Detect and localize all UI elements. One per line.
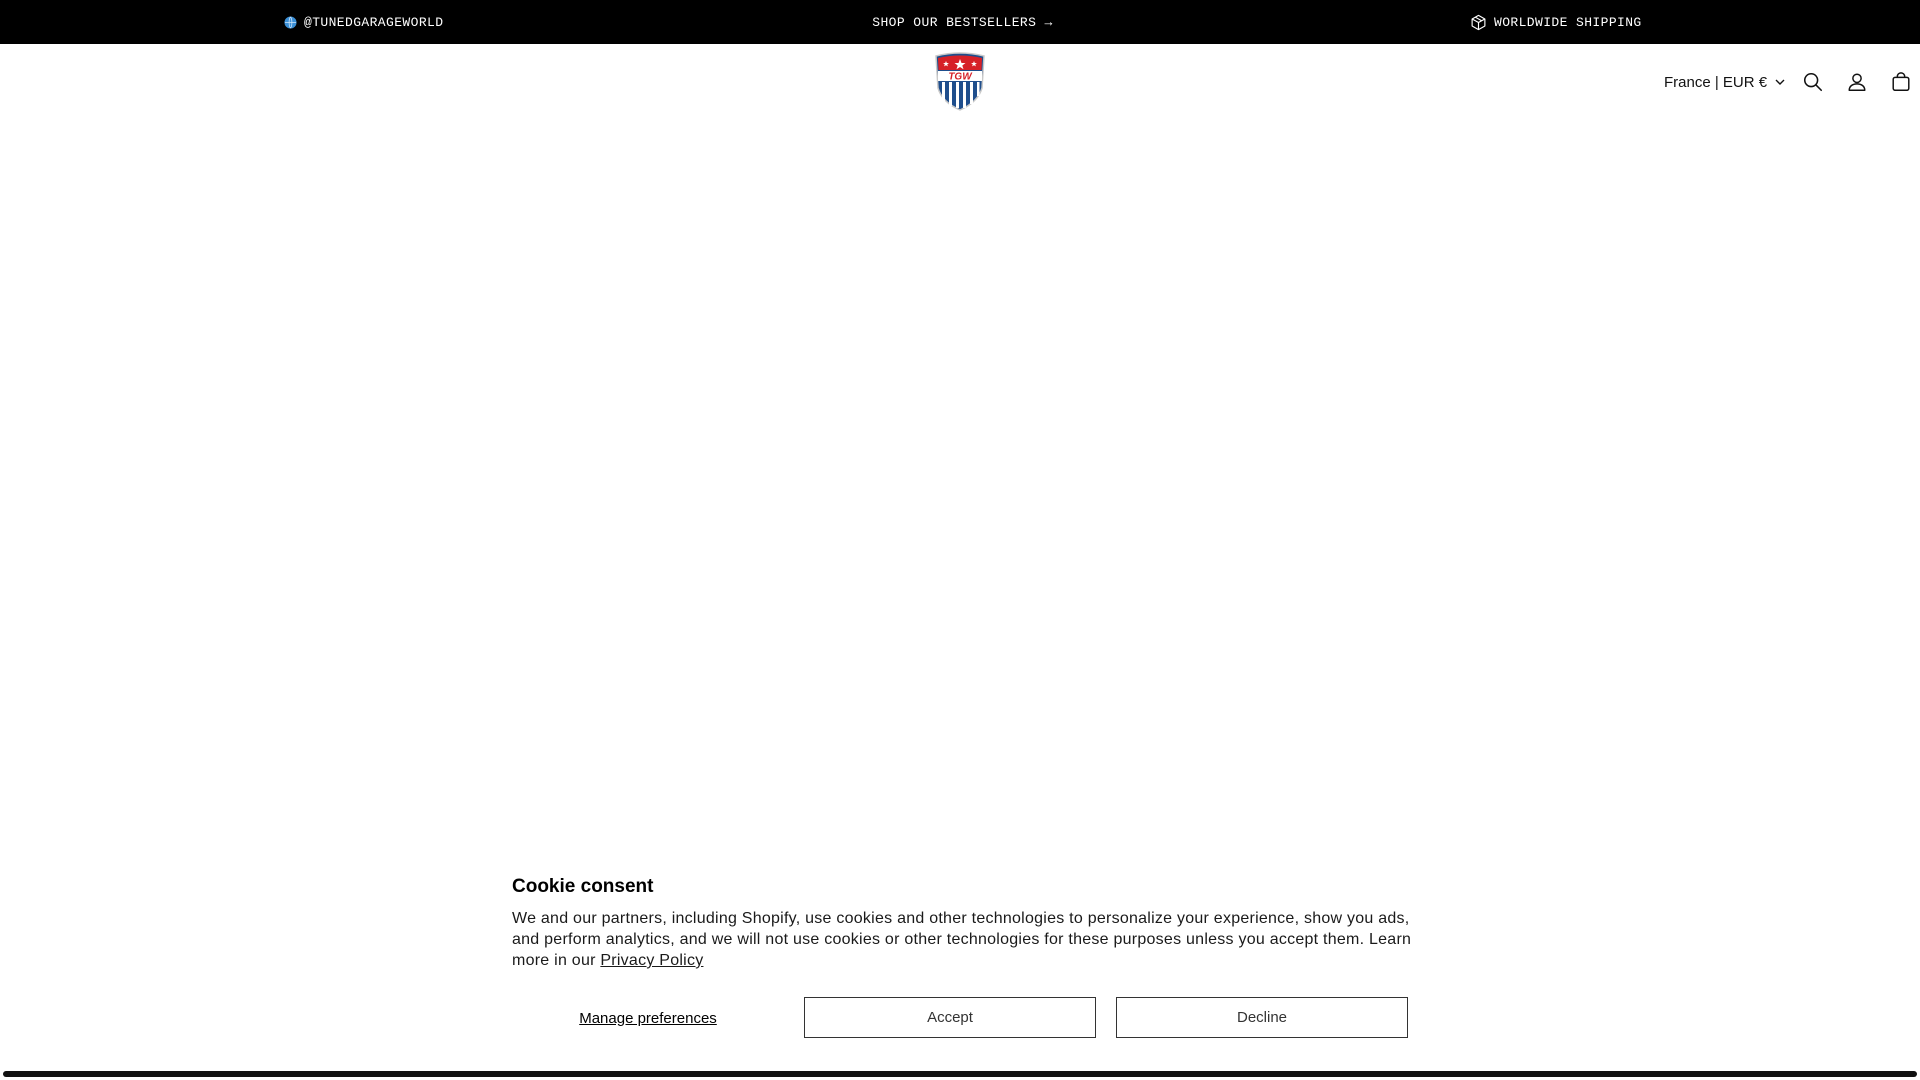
search-button[interactable]	[1799, 68, 1827, 96]
package-icon	[1470, 14, 1487, 31]
country-currency-selector[interactable]	[1664, 70, 1785, 94]
announcement-right-text: WORLDWIDE SHIPPING	[1494, 14, 1642, 30]
announcement-center-text: SHOP OUR BESTSELLERS →	[872, 14, 1053, 30]
account-button[interactable]	[1843, 68, 1871, 96]
privacy-policy-link[interactable]: Privacy Policy	[600, 952, 704, 969]
search-icon	[1802, 71, 1824, 93]
logo-lettering: TGW	[948, 71, 972, 83]
site-header	[0, 44, 1920, 120]
announcement-shipping	[1470, 0, 1642, 44]
accept-button[interactable]: Accept	[804, 997, 1096, 1038]
chevron-down-icon	[1775, 79, 1785, 86]
cart-icon	[1890, 71, 1912, 93]
locale-label: France | EUR €	[1664, 73, 1768, 91]
announcement-bar	[0, 0, 1920, 44]
brand-logo[interactable]	[932, 52, 988, 112]
page-scrollbar-track[interactable]	[3, 1071, 1917, 1077]
cookie-description	[512, 908, 1412, 971]
cart-button[interactable]	[1887, 68, 1915, 96]
decline-button[interactable]: Decline	[1116, 997, 1408, 1038]
cookie-title: Cookie consent	[512, 876, 654, 897]
announcement-left-text: @TUNEDGARAGEWORLD	[304, 14, 444, 30]
cookie-consent-banner	[0, 858, 1920, 1080]
manage-preferences-button[interactable]: Manage preferences	[512, 998, 784, 1038]
account-icon	[1846, 71, 1868, 93]
cookie-body-text: We and our partners, including Shopify, use cookies and other technologies to personalize your experience, show you ads, and perform analytics, and we will not use cookies or other technologies for these purposes unless you accept them. Learn more in our	[512, 910, 1412, 969]
